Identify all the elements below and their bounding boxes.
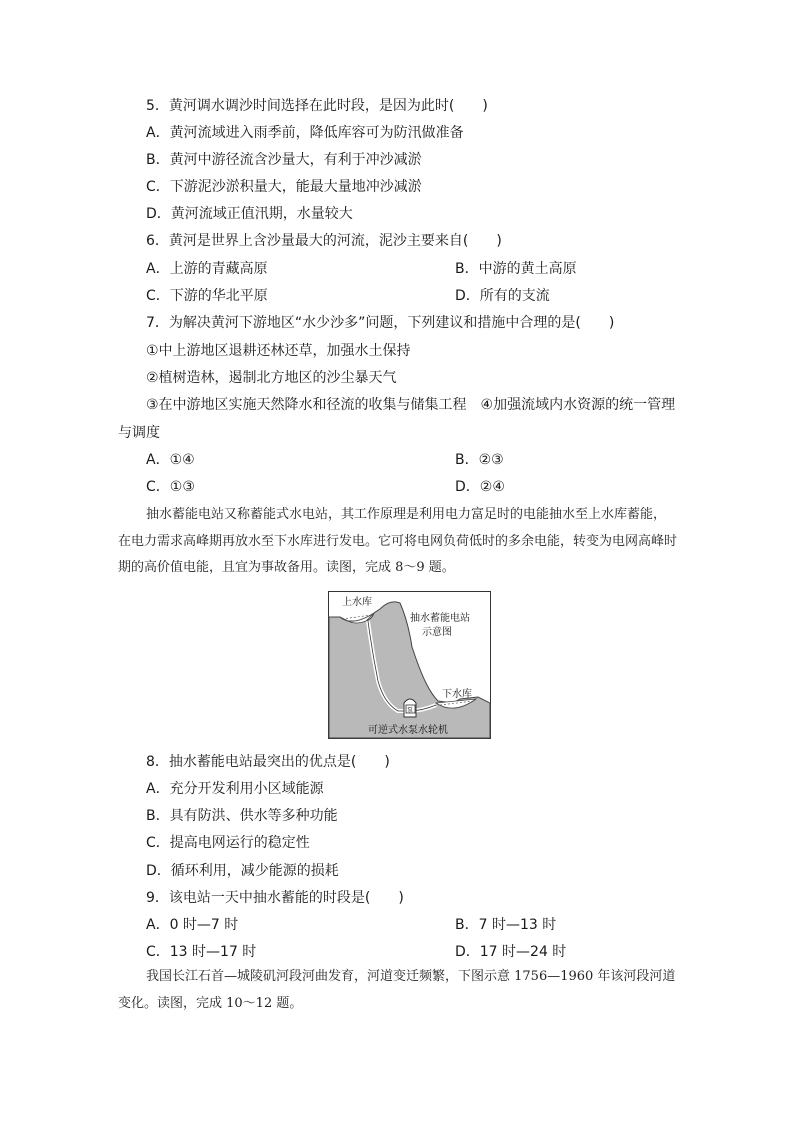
q6-option-a: A．上游的青藏高原 <box>146 261 268 277</box>
q5-option-d: D．黄河流域正值汛期，水量较大 <box>146 206 353 222</box>
q7-option-d: D．②④ <box>455 479 505 495</box>
passage-pumped-storage-text: 抽水蓄能电站又称蓄能式水电站，其工作原理是利用电力富足时的电能抽水至上水库蓄能，在电力需求高峰期再放水至下水库进行发电。它可将电网负荷低时的多余电能，转变为电网高峰时期的高价值电能，且宜为事故备用。读图，完成 8～9 题。 <box>118 507 678 575</box>
q7-item-2: ②植树造林，遏制北方地区的沙尘暴天气 <box>146 370 397 386</box>
q8-stem: 8．抽水蓄能电站最突出的优点是( ) <box>146 754 390 770</box>
passage-yangtze-text: 我国长江石首—城陵矶河段河曲发育，河道变迁频繁，下图示意 1756—1960 年该河段河道变化。读图，完成 10～12 题。 <box>118 969 676 1011</box>
q6-stem: 6．黄河是世界上含沙量最大的河流，泥沙主要来自( ) <box>146 233 502 249</box>
q7-option-c: C．①③ <box>146 479 195 495</box>
q6-option-d: D．所有的支流 <box>455 288 550 304</box>
q8-option-a: A．充分开发利用小区域能源 <box>146 781 324 797</box>
q8-option-b: B．具有防洪、供水等多种功能 <box>146 808 338 824</box>
q8-option-d: D．循环利用，减少能源的损耗 <box>146 863 339 879</box>
q8-option-c: C．提高电网运行的稳定性 <box>146 835 310 851</box>
passage-pumped-storage <box>118 502 678 582</box>
q7-item-4-cont: 与调度 <box>118 425 160 441</box>
q7-option-a: A．①④ <box>146 452 195 468</box>
q5-option-a: A．黄河流域进入雨季前，降低库容可为防汛做准备 <box>146 125 464 141</box>
label-pump: 泵 <box>407 707 414 714</box>
label-pump-turbine: 可逆式水泵水轮机 <box>368 725 448 736</box>
passage-yangtze <box>118 964 678 1017</box>
q5-option-c: C．下游泥沙淤积量大，能最大量地冲沙减淤 <box>146 179 422 195</box>
q7-option-b: B．②③ <box>455 452 504 468</box>
q9-option-c: C．13 时—17 时 <box>146 944 257 960</box>
pumped-storage-diagram <box>328 591 491 739</box>
q9-option-a: A．0 时—7 时 <box>146 917 239 933</box>
q6-option-b: B．中游的黄土高原 <box>455 261 577 277</box>
label-title-line1: 抽水蓄能电站 <box>410 613 470 624</box>
q6-option-c: C．下游的华北平原 <box>146 288 268 304</box>
q7-stem: 7．为解决黄河下游地区“水少沙多”问题，下列建议和措施中合理的是( ) <box>146 315 615 331</box>
label-title-line2: 示意图 <box>422 627 452 638</box>
q7-item-3-4: ③在中游地区实施天然降水和径流的收集与储集工程 ④加强流域内水资源的统一管理 <box>146 397 676 413</box>
q9-stem: 9．该电站一天中抽水蓄能的时段是( ) <box>146 890 404 906</box>
q5-stem: 5．黄河调水调沙时间选择在此时段，是因为此时( ) <box>146 98 488 114</box>
label-upper-reservoir: 上水库 <box>342 597 372 608</box>
pumped-storage-svg <box>328 591 491 739</box>
q9-option-b: B．7 时—13 时 <box>455 917 557 933</box>
q5-option-b: B．黄河中游径流含沙量大，有利于冲沙减淤 <box>146 152 422 168</box>
q9-option-d: D．17 时—24 时 <box>455 944 567 960</box>
label-lower-reservoir: 下水库 <box>442 689 472 700</box>
q7-item-1: ①中上游地区退耕还林还草，加强水土保持 <box>146 343 411 359</box>
